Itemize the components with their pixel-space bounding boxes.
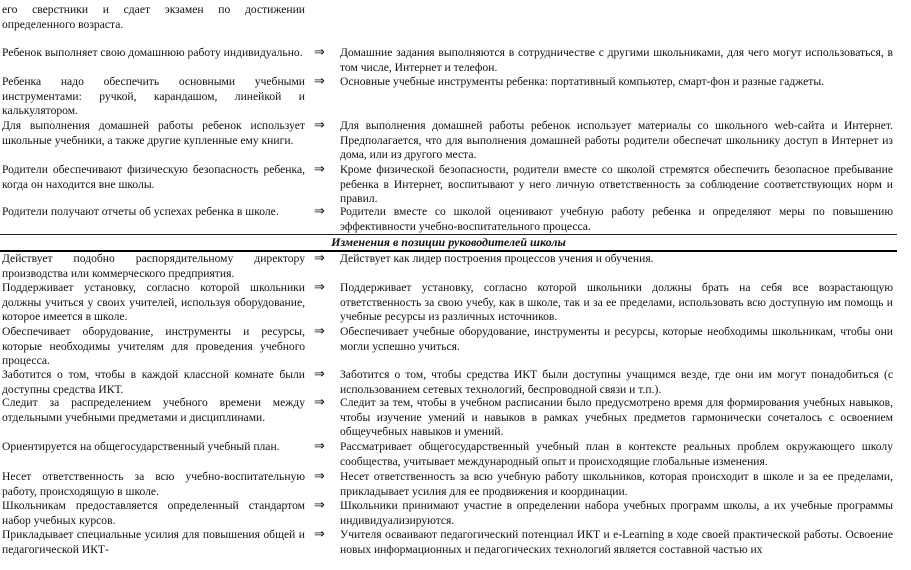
section-title: Изменения в позиции руководителей школы [331, 235, 566, 249]
intro-text: его сверстники и сдает экзамен по достижении определенного возраста. [2, 3, 305, 31]
new-practice-text: Родители вместе со школой оценивают учебную работу ребенка и определяют меры по повышению эффективности учебно-воспитательного процесса. [340, 205, 893, 233]
old-practice-text: Ориентируется на общегосударственный учебный план. [2, 440, 280, 453]
new-practice-text: Рассматривает общегосударственный учебный план в контексте реальных проблем окружающего школу сообщества, учитывает международный опыт и происходящие глобальные изменения. [340, 440, 893, 468]
old-practice-text: Заботится о том, чтобы в каждой классной комнате были доступны средства ИКТ. [2, 368, 305, 396]
arrow-icon: ⇒ [314, 527, 325, 542]
new-practice-text: Школьники принимают участие в определении набора учебных программ школы, а их учебные программы индивидуализируются. [340, 499, 893, 527]
old-practice-text: Прикладывает специальные усилия для повышения общей и педагогической ИКТ- [2, 528, 305, 556]
new-practice-text: Основные учебные инструменты ребенка: портативный компьютер, смарт-фон и разные гаджеты. [340, 75, 825, 88]
arrow-icon: ⇒ [314, 280, 325, 295]
old-practice-text: Обеспечивает оборудование, инструменты и ресурсы, которые необходимы учителям для проведения учебного процесса. [2, 325, 305, 368]
old-practice-text: Несет ответственность за всю учебно-воспитательную работу, происходящую в школе. [2, 470, 305, 498]
old-practice-text: Ребенок выполняет свою домашнюю работу индивидуально. [2, 46, 303, 59]
new-practice-text: Для выполнения домашней работы ребенок использует материалы со школьного web-сайта и Интернет. Предполагается, что для выполнения домашней работы родители обеспечат школьнику доступ в Интернет из дома, или из другого места. [340, 119, 893, 162]
old-practice-text: Родители получают отчеты об успехах ребенка в школе. [2, 205, 279, 218]
new-practice-text: Поддерживает установку, согласно которой школьники должны брать на себя все возрастающую ответственность за свою учебу, как в школе, так и за ее пределами, использовать всю доступную им помощь и учебные ресурсы из различных источников. [340, 281, 893, 324]
new-practice-text: Кроме физической безопасности, родители вместе со школой стремятся обеспечить безопасное пребывание ребенка в Интернет, воспитывают у него личную ответственность за соблюдение соответствующих норм и правил. [340, 163, 893, 206]
arrow-icon: ⇒ [314, 45, 325, 60]
new-practice-text: Действует как лидер построения процессов учения и обучения. [340, 252, 654, 265]
new-practice-text: Обеспечивает учебные оборудование, инструменты и ресурсы, которые необходимы школьникам, чтобы они могли успешно учиться. [340, 325, 893, 353]
arrow-icon: ⇒ [314, 204, 325, 219]
new-practice-text: Заботится о том, чтобы средства ИКТ были доступны учащимся везде, где они им могут понадобиться (с использованием сетевых технологий, беспроводной связи и т.п.). [340, 368, 893, 396]
old-practice-text: Школьникам предоставляется определенный стандартом набор учебных курсов. [2, 499, 305, 527]
arrow-icon: ⇒ [314, 74, 325, 89]
new-practice-text: Следит за тем, чтобы в учебном расписании было предусмотрено время для формирования учебных навыков, чтобы изучение умений и навыков в рамках учебных предметов гармонически сочеталось с освоением общеучебных навыков и умений. [340, 396, 893, 439]
arrow-icon: ⇒ [314, 439, 325, 454]
arrow-icon: ⇒ [314, 498, 325, 513]
arrow-icon: ⇒ [314, 395, 325, 410]
new-practice-text: Учителя осваивают педагогический потенциал ИКТ и e-Learning в ходе своей практической работы. Освоение новых информационных и педагогических технологий является составной частью их [340, 528, 893, 556]
arrow-icon: ⇒ [314, 367, 325, 382]
old-practice-text: Ребенка надо обеспечить основными учебными инструментами: ручкой, карандашом, линейкой и калькулятором. [2, 75, 305, 118]
old-practice-text: Поддерживает установку, согласно которой школьники должны учиться у своих учителей, используя оборудование, которое имеется в школе. [2, 281, 305, 324]
arrow-icon: ⇒ [314, 162, 325, 177]
arrow-icon: ⇒ [314, 118, 325, 133]
new-practice-text: Несет ответственность за всю учебную работу школьников, которая происходит в школе и за ее пределами, прикладывает усилия для ее продвижения и координации. [340, 470, 893, 498]
old-practice-text: Родители обеспечивают физическую безопасность ребенка, когда он находится вне школы. [2, 163, 305, 191]
old-practice-text: Следит за распределением учебного времени между отдельными учебными предметами и дисциплинами. [2, 396, 305, 424]
new-practice-text: Домашние задания выполняются в сотрудничестве с другими школьниками, для чего могут использоваться, в том числе, Интернет и телефон. [340, 46, 893, 74]
arrow-icon: ⇒ [314, 469, 325, 484]
arrow-icon: ⇒ [314, 251, 325, 266]
old-practice-text: Действует подобно распорядительному директору производства или коммерческого предприятия. [2, 252, 305, 280]
arrow-icon: ⇒ [314, 324, 325, 339]
old-practice-text: Для выполнения домашней работы ребенок использует школьные учебники, а также другие купленные ему книги. [2, 119, 305, 147]
